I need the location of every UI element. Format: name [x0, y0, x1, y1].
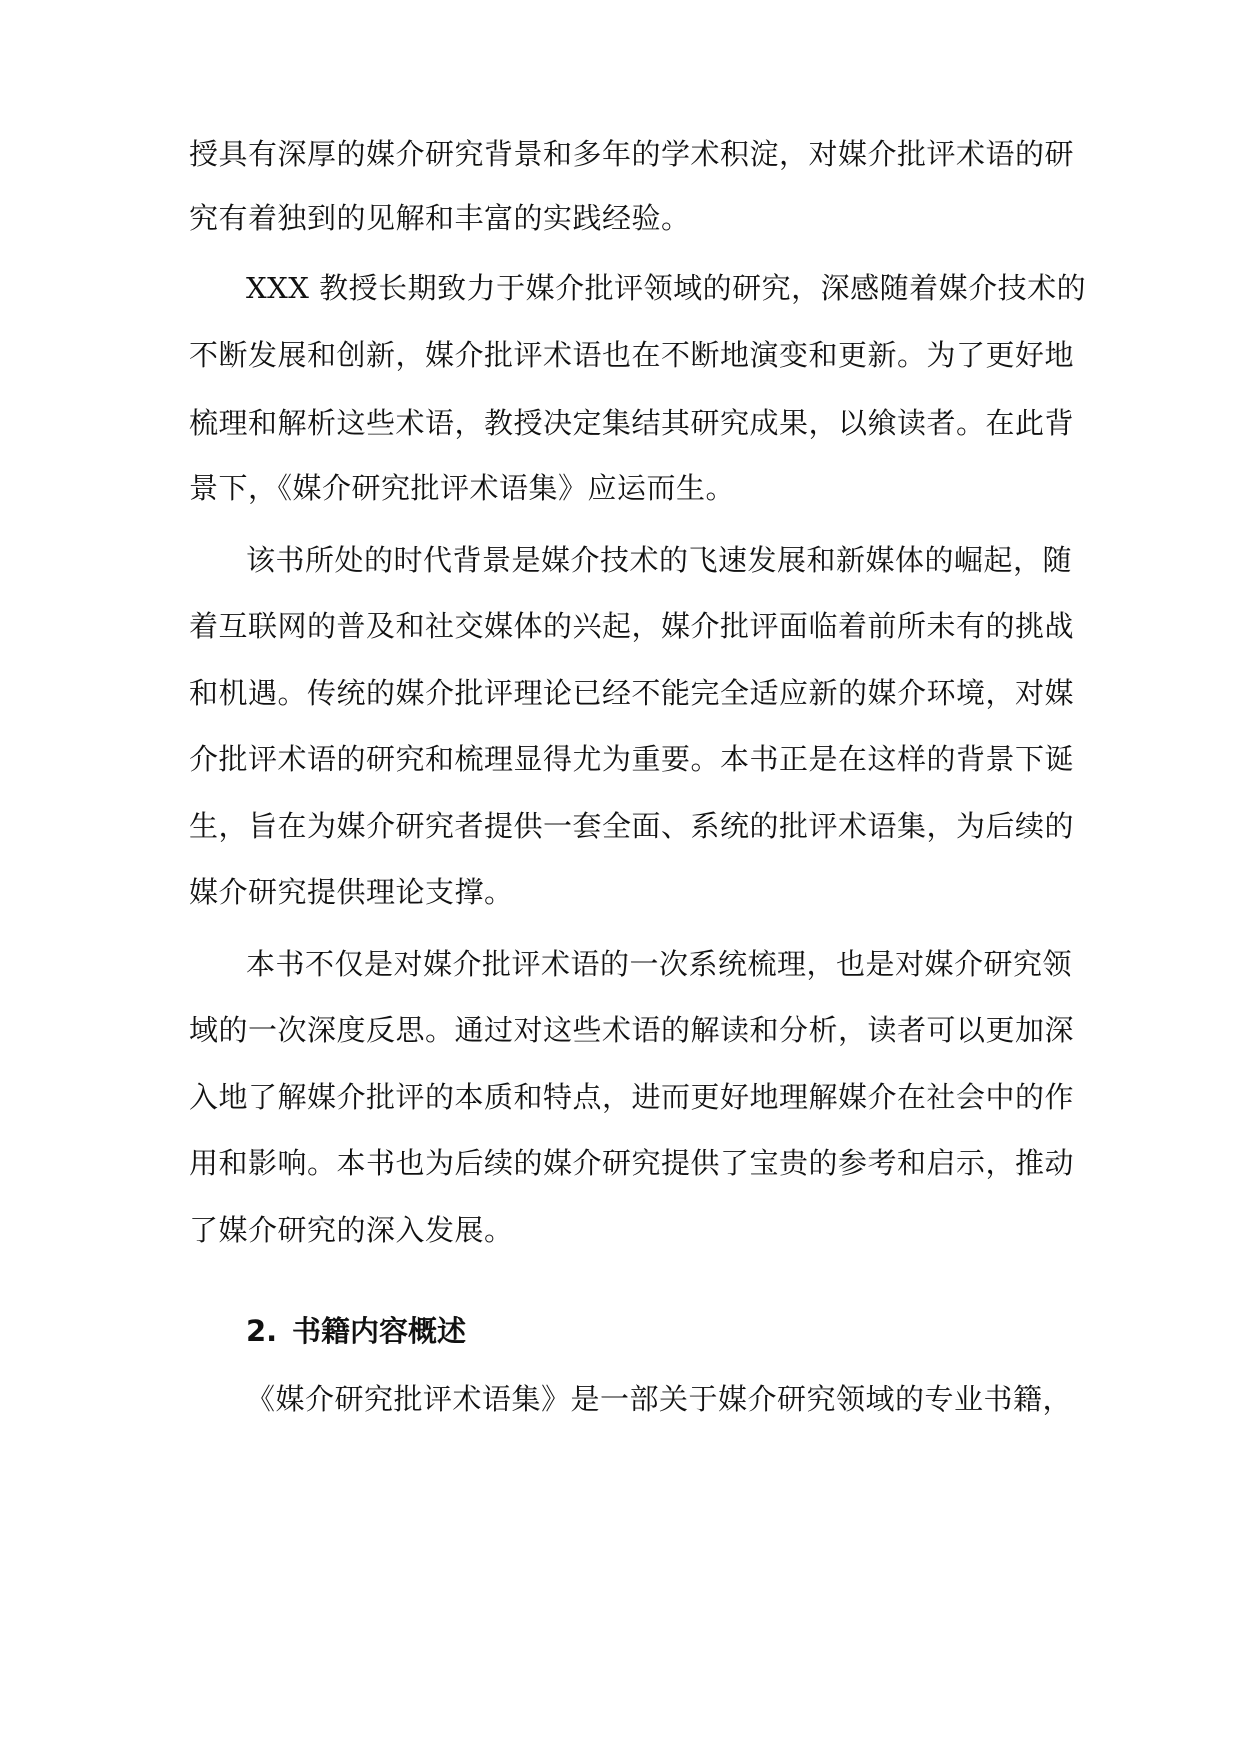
section-number: 2. — [246, 1314, 278, 1348]
paragraph-line: 媒介研究提供理论支撑。 — [189, 875, 514, 909]
paragraph-line: 究有着独到的见解和丰富的实践经验。 — [189, 201, 691, 235]
paragraph-line: 入地了解媒介批评的本质和特点，进而更好地理解媒介在社会中的作 — [189, 1080, 1075, 1114]
paragraph-line: 介批评术语的研究和梳理显得尤为重要。本书正是在这样的背景下诞 — [189, 742, 1075, 776]
paragraph-line: XXX 教授长期致力于媒介批评领域的研究，深感随着媒介技术的 — [246, 271, 1087, 305]
paragraph-line: 本书不仅是对媒介批评术语的一次系统梳理，也是对媒介研究领 — [246, 947, 1073, 981]
section-heading — [246, 1311, 466, 1351]
paragraph-line: 该书所处的时代背景是媒介技术的飞速发展和新媒体的崛起，随 — [246, 543, 1073, 577]
paragraph-line: 用和影响。本书也为后续的媒介研究提供了宝贵的参考和启示，推动 — [189, 1146, 1075, 1180]
paragraph-line: 梳理和解析这些术语，教授决定集结其研究成果，以飨读者。在此背 — [189, 406, 1075, 440]
paragraph-line: 《媒介研究批评术语集》是一部关于媒介研究领域的专业书籍， — [246, 1382, 1073, 1416]
paragraph-line: 了媒介研究的深入发展。 — [189, 1213, 514, 1247]
paragraph-line: 不断发展和创新，媒介批评术语也在不断地演变和更新。为了更好地 — [189, 338, 1075, 372]
paragraph-line: 域的一次深度反思。通过对这些术语的解读和分析，读者可以更加深 — [189, 1013, 1075, 1047]
paragraph-line: 生，旨在为媒介研究者提供一套全面、系统的批评术语集，为后续的 — [189, 809, 1075, 843]
paragraph-line: 景下，《媒介研究批评术语集》应运而生。 — [189, 471, 736, 505]
paragraph-line: 授具有深厚的媒介研究背景和多年的学术积淀，对媒介批评术语的研 — [189, 137, 1075, 171]
paragraph-line: 着互联网的普及和社交媒体的兴起，媒介批评面临着前所未有的挑战 — [189, 609, 1075, 643]
paragraph-line: 和机遇。传统的媒介批评理论已经不能完全适应新的媒介环境，对媒 — [189, 676, 1075, 710]
section-title: 书籍内容概述 — [292, 1314, 467, 1348]
